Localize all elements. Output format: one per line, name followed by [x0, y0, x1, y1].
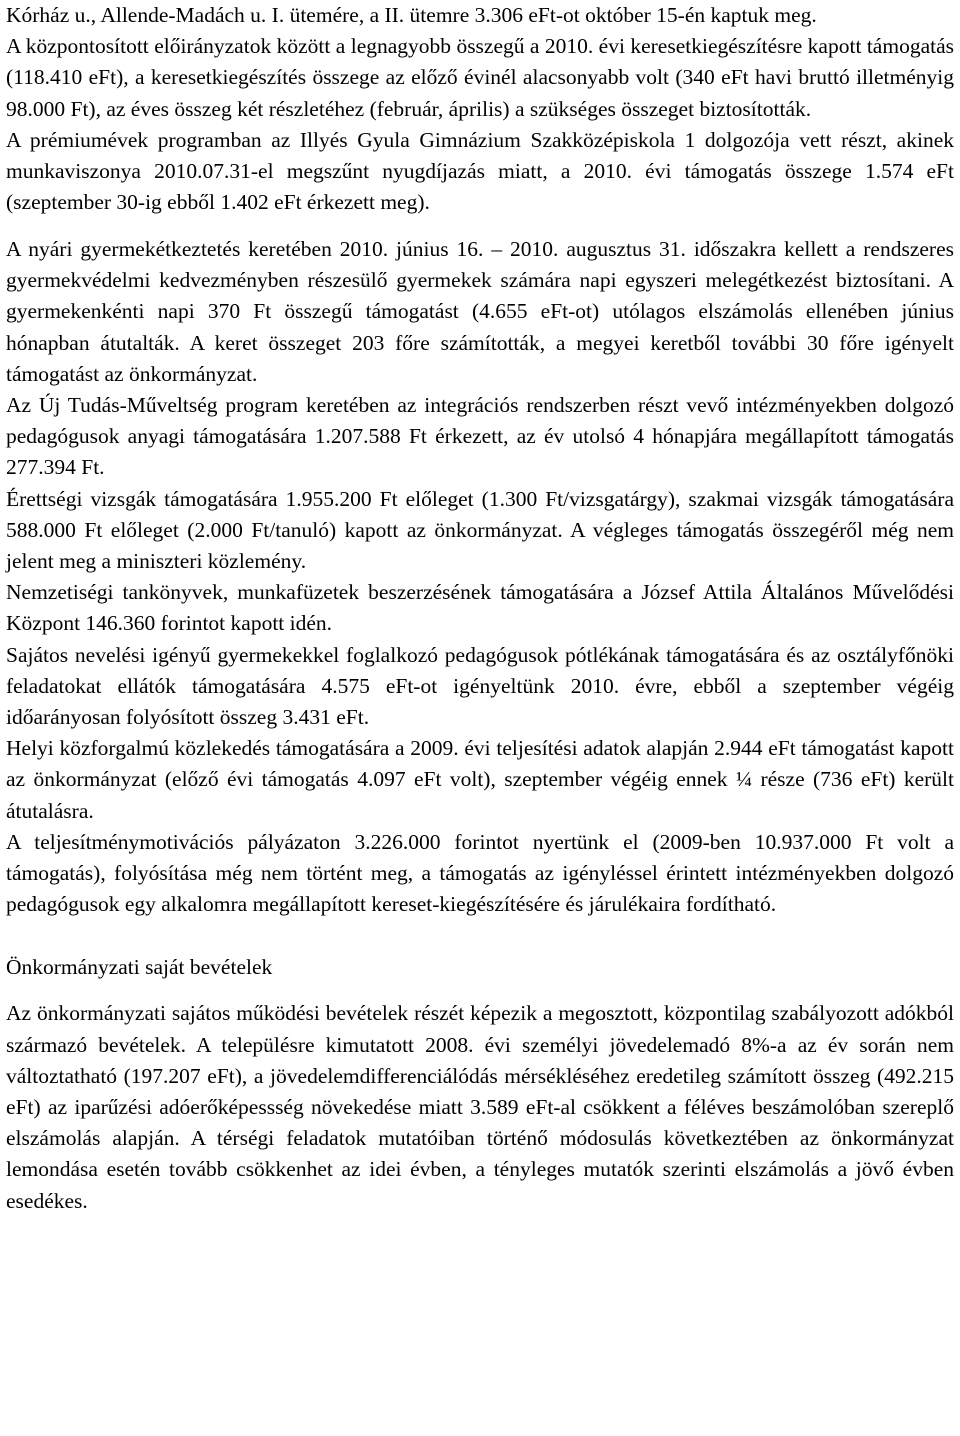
- paragraph-hospital-phase: Kórház u., Allende-Madách u. I. ütemére, a II. ütemre 3.306 eFt-ot október 15-én kaptuk meg.: [6, 3, 817, 27]
- paragraph-new-knowledge-program: Az Új Tudás-Műveltség program keretében az integrációs rendszerben részt vevő intézményekben dolgozó pedagógusok anyagi támogatására 1.207.588 Ft érkezett, az év utolsó 4 hónapjára megállapított támogatás 277.394 Ft.: [6, 393, 954, 480]
- paragraph-performance-tender: A teljesítménymotivációs pályázaton 3.226.000 forintot nyertünk el (2009-ben 10.937.000 Ft volt a támogatás), folyósítása még nem történt meg, a támogatás az igényléssel érintett intézményekben dolgozó pedagógusok egy alkalomra megállapított kereset-kiegészítésére és járulékaira fordítható.: [6, 829, 954, 917]
- paragraph-own-revenues: Az önkormányzati sajátos működési bevételek részét képezik a megosztott, központilag szabályozott adókból származó bevételek. A településre kimutatott 2008. évi személyi jövedelemadó 8%-a az év során nem változtatható (197.207 eFt), a jövedelemdifferenciálódás mérsékléséhez eredetileg számított összeg (492.215 eFt) az iparűzési adóerőképessség növekedése miatt 3.589 eFt-al csökkent a féléves beszámolóban szereplő elszámolás alapján. A térségi feladatok mutatóiban történő módosulás következtében az önkormányzat lemondása esetén tovább csökkenhet az idei évben, a tényleges mutatók szerinti elszámolás a jövő évben esedékes.: [6, 1001, 954, 1213]
- section-heading: Önkormányzati saját bevételek: [6, 954, 273, 979]
- document-page: [6, 0, 954, 1217]
- paragraph-premium-years: A prémiumévek programban az Illyés Gyula Gimnázium Szakközépiskola 1 dolgozója vett részt, akinek munkaviszonya 2010.07.31-el megszűnt nyugdíjazás miatt, a 2010. évi támogatás összege 1.574 eFt (szeptember 30-ig ebből 1.402 eFt érkezett meg).: [6, 127, 954, 215]
- paragraph-public-transport: Helyi közforgalmú közlekedés támogatására a 2009. évi teljesítési adatok alapján 2.944 eFt támogatást kapott az önkormányzat (előző évi támogatás 4.097 eFt volt), szeptember végéig ennek ¼ része (736 eFt) került átutalásra.: [6, 736, 954, 823]
- paragraph-summer-meals: A nyári gyermekétkeztetés keretében 2010. június 16. – 2010. augusztus 31. időszakra kellett a rendszeres gyermekvédelmi kedvezményben részesülő gyermekek számára napi egyszeri melegétkezést biztosítani. A gyermekenkénti napi 370 Ft összegű támogatást (4.655 eFt-ot) utólagos elszámolás ellenében június hónapban átutalták. A keret összeget 203 főre számították, a megyei keretből további 30 főre igényelt támogatást az önkormányzat.: [6, 237, 954, 386]
- paragraph-exam-support: Érettségi vizsgák támogatására 1.955.200 Ft előleget (1.300 Ft/vizsgatárgy), szakmai vizsgák támogatására 588.000 Ft előleget (2.000 Ft/tanuló) kapott az önkormányzat. A végleges támogatás összegéről még nem jelent meg a miniszteri közlemény.: [6, 486, 954, 574]
- paragraph-special-needs-teachers: Sajátos nevelési igényű gyermekekkel foglalkozó pedagógusok pótlékának támogatására és az osztályfőnöki feladatokat ellátók támogatására 4.575 eFt-ot igényeltünk 2010. évre, ebből a szeptember végéig időarányosan folyósított összeg 3.431 eFt.: [6, 642, 954, 730]
- paragraph-minority-textbooks: Nemzetiségi tankönyvek, munkafüzetek beszerzésének támogatására a József Attila Általános Művelődési Központ 146.360 forintot kapott idén.: [6, 580, 954, 636]
- paragraph-salary-supplement: A központosított előirányzatok között a legnagyobb összegű a 2010. évi keresetkiegészítésre kapott támogatás (118.410 eFt), a keresetkiegészítés összege az előző évinél alacsonyabb volt (340 eFt havi bruttó illetményig 98.000 Ft), az éves összeg két részletéhez (február, április) a szükséges összeget biztosították.: [6, 34, 954, 121]
